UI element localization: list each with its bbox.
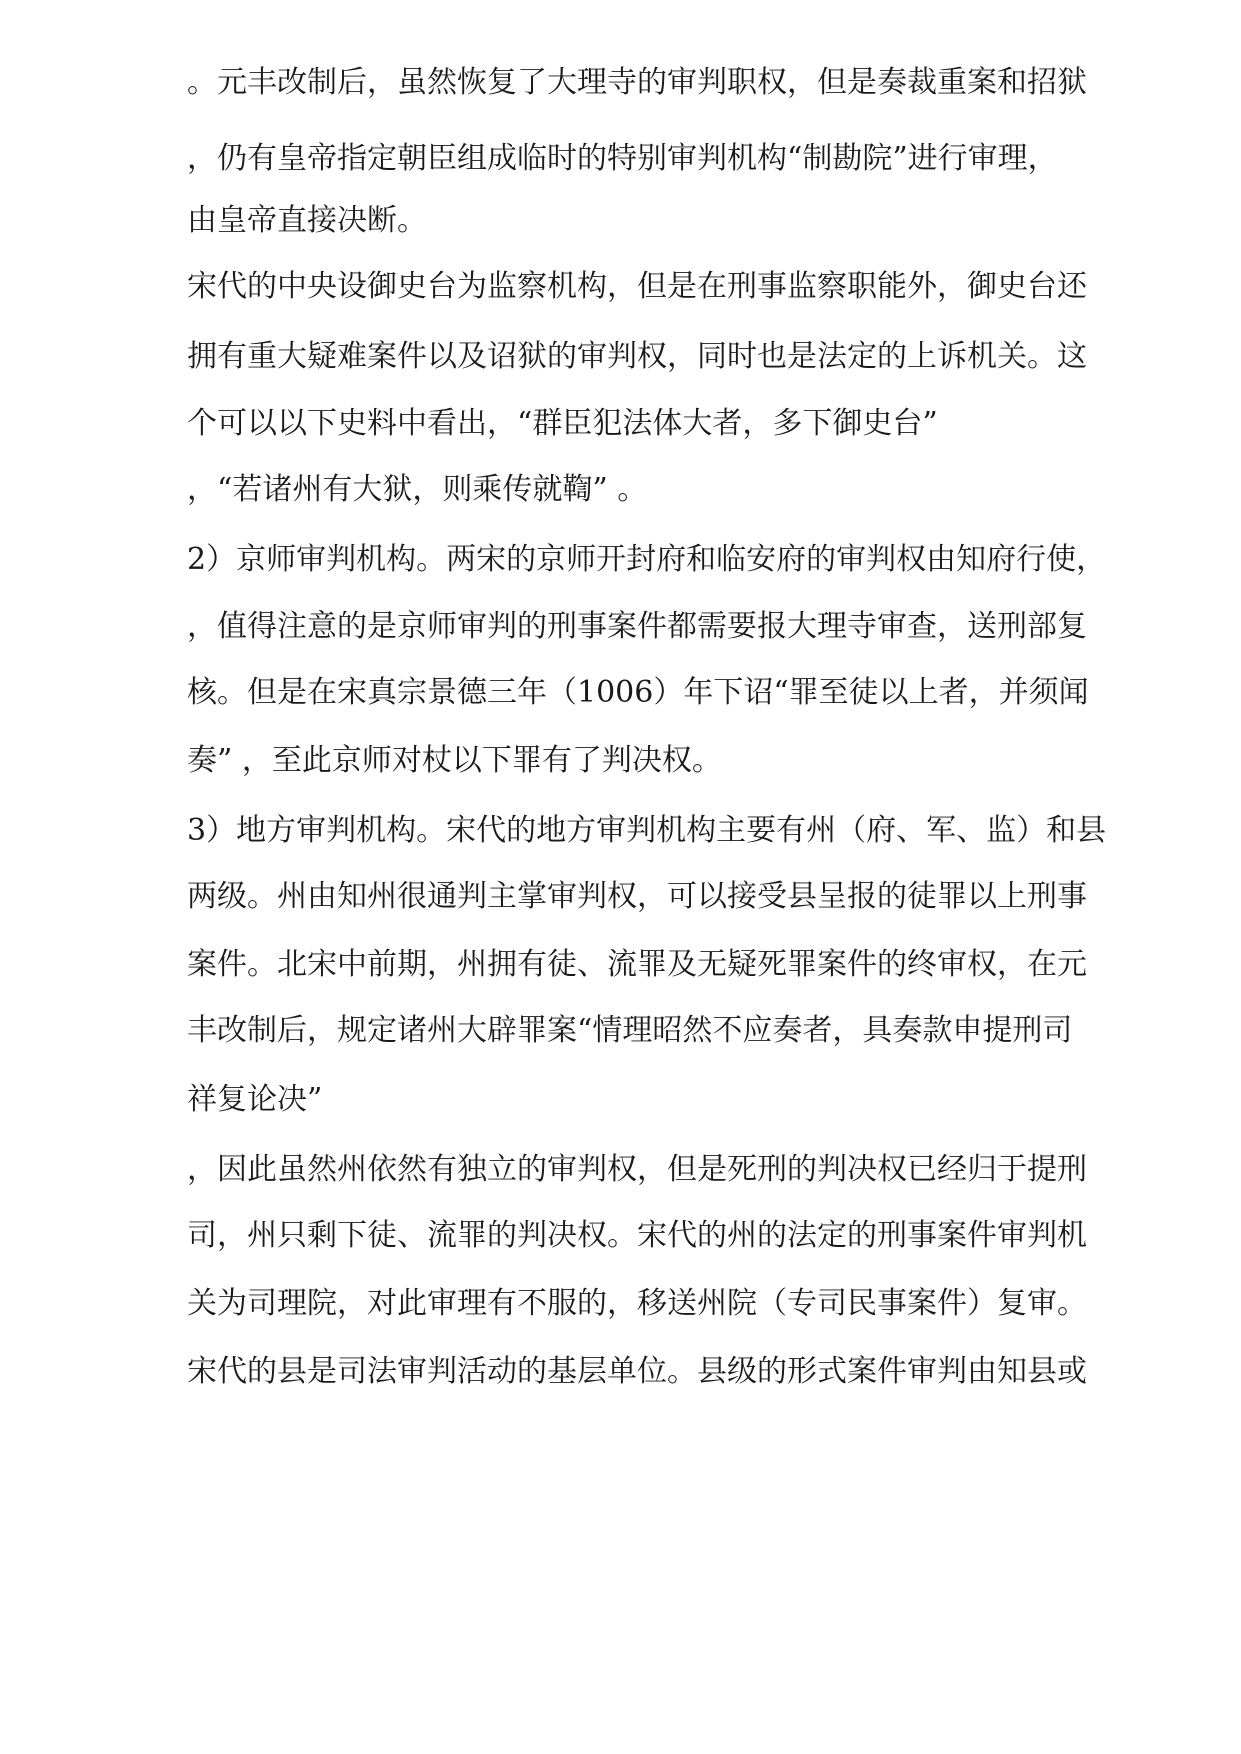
text-line: 司，州只剩下徒、流罪的判决权。宋代的州的法定的刑事案件审判机 <box>187 1218 1087 1253</box>
text-line: 案件。北宋中前期，州拥有徒、流罪及无疑死罪案件的终审权，在元 <box>187 947 1087 982</box>
text-line: 拥有重大疑难案件以及诏狱的审判权，同时也是法定的上诉机关。这 <box>187 339 1087 374</box>
text-line: 个可以以下史料中看出，“群臣犯法体大者，多下御史台” <box>187 406 938 441</box>
text-line: 2）京师审判机构。两宋的京师开封府和临安府的审判权由知府行使， <box>187 542 1107 577</box>
text-line: ，“若诸州有大狱，则乘传就鞫” 。 <box>187 472 648 507</box>
text-line: ，因此虽然州依然有独立的审判权，但是死刑的判决权已经归于提刑 <box>187 1152 1087 1187</box>
text-line: 核。但是在宋真宗景德三年（1006）年下诏“罪至徒以上者，并须闻 <box>187 675 1089 710</box>
text-line: 奏” ，至此京师对杖以下罪有了判决权。 <box>187 743 722 778</box>
text-line: 3）地方审判机构。宋代的地方审判机构主要有州（府、军、监）和县 <box>187 813 1107 848</box>
text-line: 宋代的县是司法审判活动的基层单位。县级的形式案件审判由知县或 <box>187 1354 1087 1389</box>
text-line: 丰改制后，规定诸州大辟罪案“情理昭然不应奏者，具奏款申提刑司 <box>187 1013 1073 1048</box>
text-line: 两级。州由知州很通判主掌审判权，可以接受县呈报的徒罪以上刑事 <box>187 879 1087 914</box>
text-line: 由皇帝直接决断。 <box>187 203 427 238</box>
text-line: 关为司理院，对此审理有不服的，移送州院（专司民事案件）复审。 <box>187 1286 1087 1321</box>
text-line: ，仍有皇帝指定朝臣组成临时的特别审判机构“制勘院”进行审理， <box>187 141 1058 176</box>
text-line: ，值得注意的是京师审判的刑事案件都需要报大理寺审查，送刑部复 <box>187 609 1087 644</box>
text-line: 。元丰改制后，虽然恢复了大理寺的审判职权，但是奏裁重案和招狱 <box>187 65 1087 100</box>
text-line: 宋代的中央设御史台为监察机构，但是在刑事监察职能外，御史台还 <box>187 269 1087 304</box>
text-line: 祥复论决” <box>187 1082 323 1117</box>
